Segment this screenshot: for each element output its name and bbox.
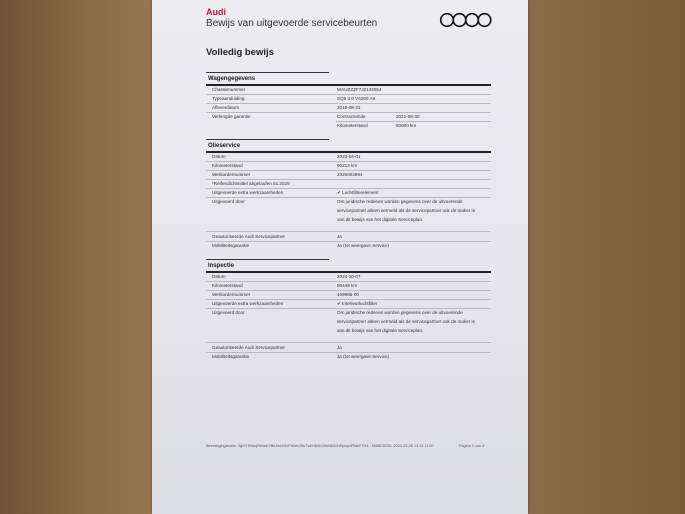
insp-order-label: Werkordernummer [212,292,251,297]
row-divider [206,231,491,232]
insp-done-by-line-2: servicepartner alleen vermeld als de servicepartner ook de maker is [337,319,475,324]
section-title-vehicle: Wagengegevens [208,76,256,82]
row-divider [206,179,491,180]
row-divider [206,197,491,198]
background-left [0,0,152,514]
oil-mobility-value: Ja (tot weergave Service) [337,243,390,248]
document-page [152,0,528,514]
chassis-label: Chassisnummer [212,87,246,92]
warranty-km-label: Kilometerstand [337,123,368,128]
oil-extra-text: Luchtfilterelement [342,190,379,195]
checkmark-icon: ✔ [337,301,343,306]
insp-done-by-line-1: Om juridische redenen worden gegevens over de uitvoerende [337,310,463,315]
oil-order-value: 2025003884 [337,172,363,177]
section-divider [206,151,491,153]
oil-note: *Reifendichtmittel abgelaufen 01.2029 [212,181,290,186]
chassis-value: WAUZZZF7J2142654 [337,87,382,92]
section-divider [206,84,491,86]
oil-partner-label: Geautoriseerde Audi Servicepartner [212,234,286,239]
insp-extra-label: Uitgevoerde extra werkzaamheden [212,301,284,306]
insp-km-value: 80448 km [337,283,358,288]
oil-date-value: 2023-04-01 [337,154,361,159]
insp-partner-label: Geautoriseerde Audi Servicepartner [212,345,286,350]
section-title-inspection: Inspectie [208,263,235,269]
row-divider [206,170,491,171]
row-divider [206,94,491,95]
insp-mobility-value: Ja (tot weergave Service) [337,354,390,359]
section-divider [206,72,329,73]
section-title-oil-service: Olieservice [208,143,241,149]
insp-order-value: 409985-00 [337,292,359,297]
row-divider [206,103,491,104]
insp-date-value: 2024-10-07 [337,274,361,279]
insp-extra-value [337,301,377,307]
oil-km-value: 90213 km [337,163,358,168]
contract-end-value: 2021-08-30 [396,114,420,119]
oil-done-by-line-2: servicepartner alleen vermeld als de servicepartner ook de maker is [337,208,475,213]
document-title: Bewijs van uitgevoerde servicebeurten [206,18,378,29]
brand-name: Audi [206,7,226,17]
oil-date-label: Datum [212,154,226,159]
oil-mobility-label: Mobiliteitsgarantie [212,243,250,248]
row-divider [206,188,491,189]
row-divider [206,241,491,242]
oil-done-by-line-3: van dit bewijs van het digitale Serviceplan. [337,217,424,222]
oil-extra-value [337,190,378,196]
page-title: Volledig bewijs [206,47,274,58]
warranty-km-value: 60000 km [396,123,417,128]
footer-verification-code: Bevestigingscode: 3gGYHNnqRKwm7BeJwUrXcPhDmJVu7vAY6t5K2hbNA5Ju9pmyoPMbYTH4 - NUBCAT00: 2024-03-06 14:11:11:00 [206,444,434,448]
type-label: Typeaanduiding [212,96,245,101]
row-divider [206,352,491,353]
checkmark-icon: ✔ [337,190,343,195]
audi-rings-icon [439,12,493,28]
row-divider [336,121,491,122]
section-divider [206,271,491,273]
row-divider [206,161,491,162]
row-divider [206,299,491,300]
oil-done-by-line-1: Om juridische redenen worden gegevens over de uitvoerende [337,199,463,204]
warranty-label: Verlengde garantie [212,114,251,119]
footer-page-number: Pagina 1 van 4 [459,444,485,448]
row-divider [206,342,491,343]
section-divider [206,259,329,260]
delivery-label: Afleverdatum [212,105,240,110]
section-divider [206,139,329,140]
insp-mobility-label: Mobiliteitsgarantie [212,354,250,359]
insp-km-label: Kilometerstand [212,283,243,288]
oil-extra-label: Uitgevoerde extra werkzaamheden [212,190,284,195]
insp-extra-text: Interieurluchtfilter [342,301,378,306]
row-divider [206,112,491,113]
insp-partner-value: Ja [337,345,342,350]
contract-end-label: Contracteinde [337,114,366,119]
oil-done-by-label: Uitgevoerd door [212,199,245,204]
row-divider [206,290,491,291]
oil-km-label: Kilometerstand [212,163,243,168]
delivery-value: 2018-08-31 [337,105,361,110]
insp-done-by-label: Uitgevoerd door [212,310,245,315]
insp-date-label: Datum [212,274,226,279]
oil-partner-value: Ja [337,234,342,239]
row-divider [206,281,491,282]
oil-order-label: Werkordernummer [212,172,251,177]
row-divider [206,308,491,309]
insp-done-by-line-3: van dit bewijs van het digitale Serviceplan. [337,328,424,333]
background-right [528,0,685,514]
type-value: SQ5 3.0 V6260 A8 [337,96,376,101]
